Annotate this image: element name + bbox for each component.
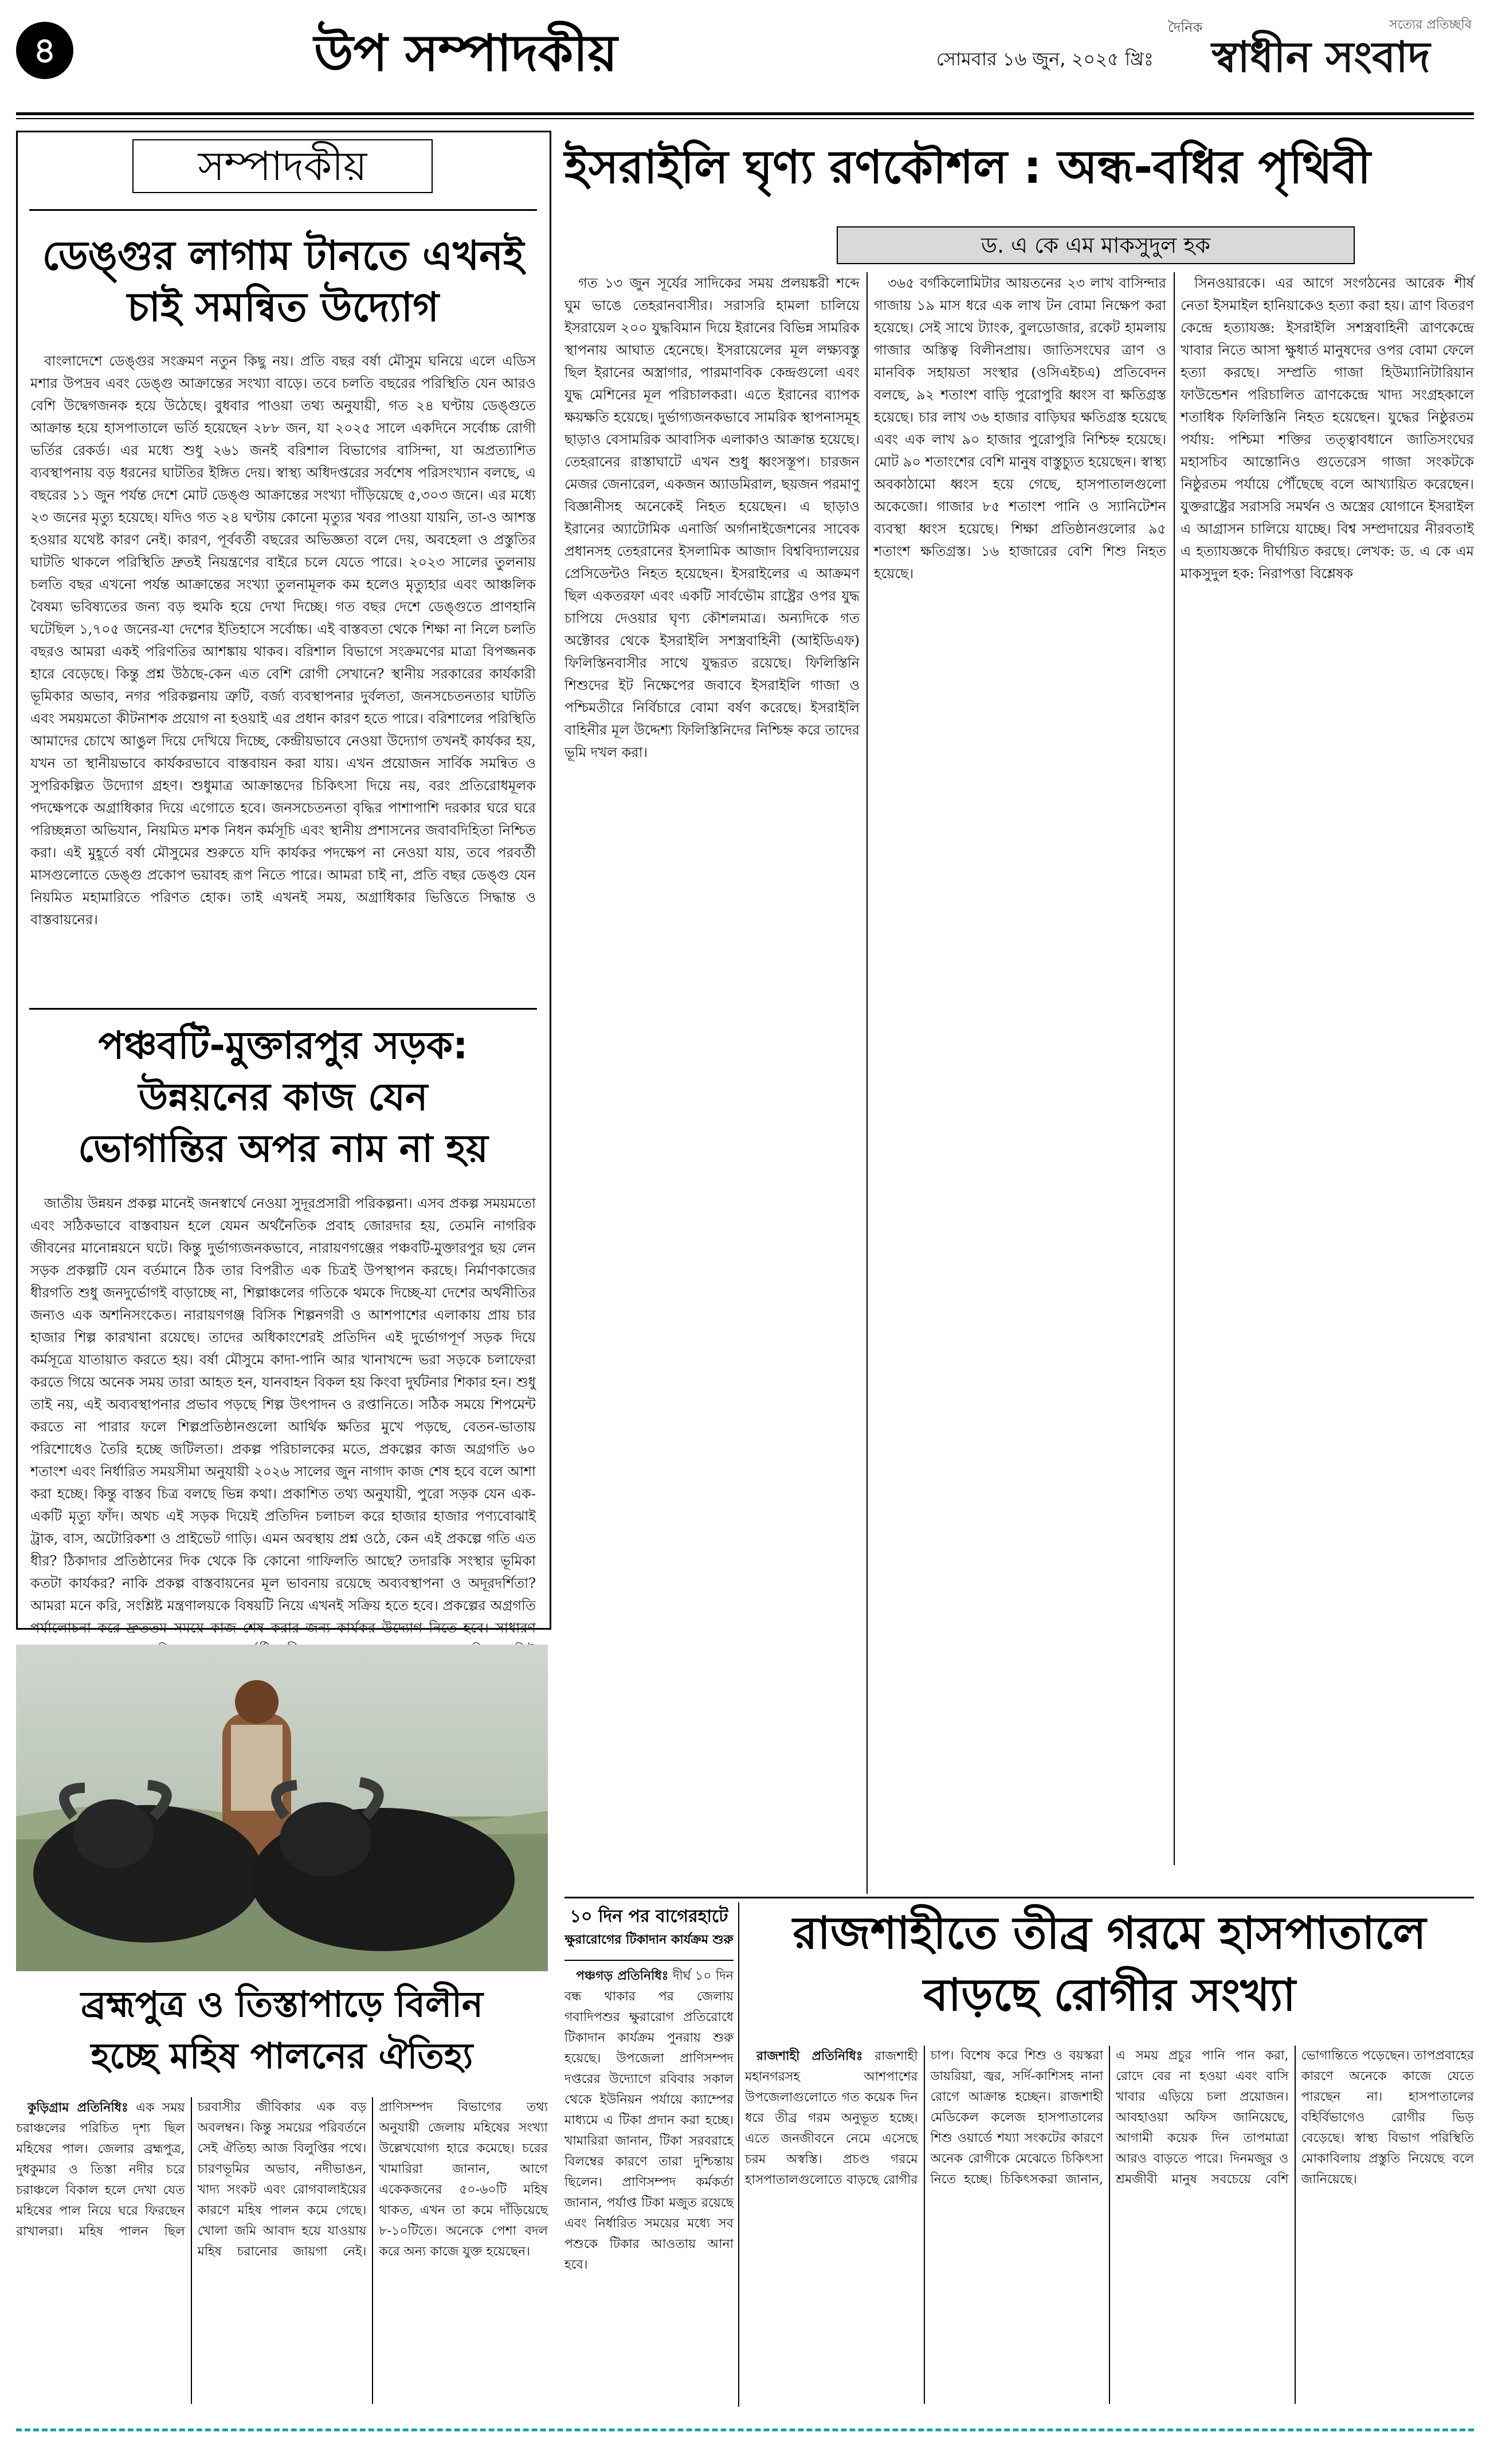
feature-column-2 bbox=[874, 272, 1166, 1865]
heat-dateline: রাজশাহী প্রতিনিধিঃ bbox=[756, 2049, 863, 2063]
vaccine-column-rule bbox=[738, 1902, 739, 2407]
vaccine-title-rule bbox=[564, 1960, 734, 1961]
editorial-second-title-2: উন্নয়নের কাজ যেন bbox=[138, 1075, 428, 1119]
buffalo-photo-illustration bbox=[16, 1645, 548, 1971]
page-number-badge bbox=[16, 22, 73, 79]
page-footer-dash bbox=[16, 2428, 1474, 2431]
buffalo-photo bbox=[16, 1645, 548, 1971]
editorial-second-title-3: ভোগান্তির অপর নাম না হয় bbox=[78, 1127, 488, 1171]
header-rule bbox=[16, 112, 1474, 115]
lower-section-rule bbox=[564, 1897, 1474, 1898]
vaccine-title-2: ক্ষুরারোগের টিকাদান কার্যক্রম শুরু bbox=[564, 1933, 734, 1947]
buffalo-body bbox=[16, 2097, 548, 2404]
editorial-section bbox=[16, 131, 551, 1636]
masthead bbox=[16, 8, 1474, 108]
feature-column-3 bbox=[1181, 272, 1474, 1865]
paper-tagline: সত্যের প্রতিচ্ছবি bbox=[1389, 18, 1472, 32]
heat-paragraph bbox=[745, 2046, 1474, 2191]
feature-title: ইসরাইলি ঘৃণ্য রণকৌশল : অন্ধ-বধির পৃথিবী bbox=[564, 140, 1371, 194]
heat-body-text: রাজশাহী মহানগরসহ আশপাশের উপজেলাগুলোতে গত কয়েক দিন ধরে তীব্র গরম অনুভূত হচ্ছে। এতে জনজীবনে নেমে এসেছে চরম অস্বস্তি। প্রচণ্ড গরমে হাসপাতালগুলোতে বাড়ছে রোগীর চাপ। বিশেষ করে শিশু ও বয়স্করা ডায়রিয়া, জ্বর, সর্দি-কাশিসহ নানা রোগে আক্রান্ত হচ্ছেন। রাজশাহী মেডিকেল কলেজ হাসপাতালের শিশু ওয়ার্ডে শয্যা সংকটের কারণে অনেক রোগীকে মেঝেতে চিকিৎসা নিতে হচ্ছে। চিকিৎসকরা জানান, এ সময় প্রচুর পানি পান করা, রোদে বের না হওয়া এবং বাসি খাবার এড়িয়ে চলা প্রয়োজন। আবহাওয়া অফিস জানিয়েছে, আগামী কয়েক দিন তাপমাত্রা আরও বাড়তে পারে। দিনমজুর ও শ্রমজীবী মানুষ সবচেয়ে বেশি ভোগান্তিতে পড়েছেন। তাপপ্রবাহের কারণে অনেকে কাজে যেতে পারছেন না। হাসপাতালের বহির্বিভাগেও রোগীর ভিড় বেড়েছে। স্বাস্থ্য বিভাগ পরিস্থিতি মোকাবিলায় প্রস্তুতি নিয়েছে বলে জানিয়েছে। bbox=[745, 2049, 1474, 2187]
buffalo-dateline: কুড়িগ্রাম প্রতিনিধিঃ bbox=[28, 2100, 128, 2115]
vaccine-body-text: দীর্ঘ ১০ দিন বন্ধ থাকার পর জেলায় গবাদিপশুর ক্ষুরারোগ প্রতিরোধে টিকাদান কার্যক্রম পুনরায় শুরু হয়েছে। উপজেলা প্রাণিসম্পদ দপ্তরের উদ্যোগে রবিবার সকাল থেকে ইউনিয়ন পর্যায়ে ক্যাম্পের মাধ্যমে এ টিকা প্রদান করা হচ্ছে। খামারিরা জানান, টিকা সরবরাহে বিলম্বের কারণে তারা দুশ্চিন্তায় ছিলেন। প্রাণিসম্পদ কর্মকর্তা জানান, পর্যাপ্ত টিকা মজুত রয়েছে এবং নির্ধারিত সময়ের মধ্যে সব পশুকে টিকার আওতায় আনা হবে। bbox=[564, 1969, 734, 2272]
feature-col-rule-2 bbox=[1174, 272, 1175, 1865]
section-title: উপ সম্পাদকীয় bbox=[314, 23, 618, 83]
vaccine-title-1: ১০ দিন পর বাগেরহাটে bbox=[570, 1906, 728, 1927]
editorial-lead-title-2: চাই সমন্বিত উদ্যোগ bbox=[127, 284, 439, 331]
buffalo-title-1: ব্রহ্মপুত্র ও তিস্তাপাড়ে বিলীন bbox=[81, 1983, 483, 2025]
feature-byline: ড. এ কে এম মাকসুদুল হক bbox=[981, 233, 1210, 258]
buffalo-title-2: হচ্ছে মহিষ পালনের ঐতিহ্য bbox=[91, 2035, 473, 2077]
page-number: ৪ bbox=[33, 29, 57, 71]
buffalo-body-text: এক সময় চরাঞ্চলের পরিচিত দৃশ্য ছিল মহিষের পাল। জেলার ব্রহ্মপুত্র, দুধকুমার ও তিস্তা নদীর চরে চরাঞ্চলে বিকাল হলে দেখা যেত মহিষের পাল নিয়ে ঘরে ফিরছেন রাখালরা। মহিষ পালন ছিল চরবাসীর জীবিকার এক বড় অবলম্বন। কিন্তু সময়ের পরিবর্তনে সেই ঐতিহ্য আজ বিলুপ্তির পথে। চারণভূমির অভাব, নদীভাঙন, খাদ্য সংকট এবং রোগবালাইয়ের কারণে মহিষ পালন কমে গেছে। খোলা জমি আবাদ হয়ে যাওয়ায় মহিষ চরানোর জায়গা নেই। প্রাণিসম্পদ বিভাগের তথ্য অনুযায়ী জেলায় মহিষের সংখ্যা উল্লেখযোগ্য হারে কমেছে। চরের খামারিরা জানান, আগে একেকজনের ৫০-৬০টি মহিষ থাকত, এখন তা কমে দাঁড়িয়েছে ৮-১০টিতে। অনেকে পেশা বদল করে অন্য কাজে যুক্ত হয়েছেন। bbox=[16, 2100, 548, 2259]
editorial-label: সম্পাদকীয় bbox=[132, 139, 433, 193]
feature-byline-bar bbox=[837, 226, 1355, 264]
header-rule-thin bbox=[16, 118, 1474, 119]
heat-title-1: রাজশাহীতে তীব্র গরমে হাসপাতালে bbox=[793, 1908, 1426, 1959]
issue-date: সোমবার ১৬ জুন, ২০২৫ খ্রিঃ bbox=[936, 48, 1154, 70]
feature-col1-text: গত ১৩ জুন সূর্যের সাদিকের সময় প্রলয়ঙ্করী শব্দে ঘুম ভাঙে তেহরানবাসীর। সরাসরি হামলা চালিয়ে ইসরায়েল ২০০ যুদ্ধবিমান দিয়ে ইরানের বিভিন্ন সামরিক স্থাপনায় আঘাত হেনেছে। ইসরায়েলের মূল লক্ষ্যবস্তু ছিল ইরানের অস্ত্রাগার, পারমাণবিক কেন্দ্রগুলো এবং যুদ্ধ মেশিনের মূল পরিচালকরা। এতে ইরানের ব্যাপক ক্ষয়ক্ষতি হয়েছে। দুর্ভাগ্যজনকভাবে সামরিক স্থাপনাসমূহ ছাড়াও বেসামরিক আবাসিক এলাকাও আক্রান্ত হয়েছে। তেহরানের রাস্তাঘাটে এখন শুধু ধ্বংসস্তূপ। চারজন মেজর জেনারেল, একজন অ্যাডমিরাল, ছয়জন পরমাণু বিজ্ঞানীসহ অনেকেই নিহত হয়েছেন। এ ছাড়াও ইরানের অ্যাটোমিক এনার্জি অর্গানাইজেশনের সাবেক প্রধানসহ তেহরানের ইসলামিক আজাদ বিশ্ববিদ্যালয়ের প্রেসিডেন্টও নিহত হয়েছেন। ইসরাইলের এ আক্রমণ ছিল একতরফা এবং একটি সার্বভৌম রাষ্ট্রের ওপর যুদ্ধ চাপিয়ে দেওয়ার ঘৃণ্য কৌশলমাত্র। অন্যদিকে গত অক্টোবর থেকে ইসরাইলি সশস্ত্রবাহিনী (আইডিএফ) ফিলিস্তিনবাসীর সাথে যুদ্ধরত রয়েছে। ফিলিস্তিনি শিশুদের ইট নিক্ষেপের জবাবে ইসরাইলি গাজা ও পশ্চিমতীরে নির্বিচারে বোমা বর্ষণ করেছে। ইসরাইলি বাহিনীর মূল উদ্দেশ্য ফিলিস্তিনিদের নিশ্চিহ্ন করে তাদের ভূমি দখল করা। bbox=[564, 275, 860, 760]
paper-name-small: দৈনিক bbox=[1168, 19, 1203, 36]
editorial-second-body bbox=[30, 1192, 536, 1636]
vaccine-paragraph bbox=[564, 1965, 734, 2275]
feature-col-rule-1 bbox=[866, 272, 868, 1894]
editorial-lead-title-1: ডেঙ্গুর লাগাম টানতে এখনই bbox=[42, 232, 524, 279]
editorial-lead-paragraph: বাংলাদেশে ডেঙ্গুর সংক্রমণ নতুন কিছু নয়। প্রতি বছর বর্ষা মৌসুম ঘনিয়ে এলে এডিস মশার উপদ্রব এবং ডেঙ্গু আক্রান্তের সংখ্যা বাড়ে। তবে চলতি বছরের পরিস্থিতি যেন আরও বেশি উদ্বেগজনক হয়ে উঠেছে। বুধবার পাওয়া তথ্য অনুযায়ী, গত ২৪ ঘণ্টায় ডেঙ্গুতে আক্রান্ত হয়ে হাসপাতালে ভর্তি হয়েছেন ২৮৮ জন, যা ২০২৫ সালে একদিনে সর্বোচ্চ রোগী ভর্তির রেকর্ড। এর মধ্যে শুধু ২৬১ জনই বরিশাল বিভাগের বাসিন্দা, যা অপ্রত্যাশিত ব্যবস্থাপনায় বড় ধরনের ঘাটতির ইঙ্গিত দেয়। স্বাস্থ্য অধিদপ্তরের সর্বশেষ পরিসংখ্যান বলছে, এ বছরের ১১ জুন পর্যন্ত দেশে মোট ডেঙ্গু আক্রান্তের সংখ্যা দাঁড়িয়েছে ৫,৩০৩ জনে। এর মধ্যে ২৩ জনের মৃত্যু হয়েছে। যদিও গত ২৪ ঘণ্টায় কোনো মৃত্যুর খবর পাওয়া যায়নি, তা-ও আশস্ত হওয়ার যথেষ্ট কারণ নেই। কারণ, পূর্ববর্তী বছরের অভিজ্ঞতা বলে দেয়, অবহেলা ও প্রস্তুতির ঘাটতি থাকলে পরিস্থিতি দ্রুতই নিয়ন্ত্রণের বাইরে চলে যেতে পারে। ২০২৩ সালের তুলনায় চলতি বছর এখনো পর্যন্ত আক্রান্তের সংখ্যা তুলনামূলক কম হলেও মৃত্যুহার এবং আঞ্চলিক বৈষম্য ভবিষ্যতের জন্য বড় হুমকি হয়ে দেখা দিচ্ছে। গত বছর দেশে ডেঙ্গুতে প্রাণহানি ঘটেছিল ১,৭০৫ জনের-যা দেশের ইতিহাসে সর্বোচ্চ। এই বাস্তবতা থেকে শিক্ষা না নিলে চলতি বছরও আমরা একই পরিণতির আশঙ্কায় থাকব। বরিশাল বিভাগে সংক্রমণের মাত্রা বিপজ্জনক হারে বেড়েছে। কিন্তু প্রশ্ন উঠছে-কেন এত বেশি রোগী সেখানে? স্থানীয় সরকারের কার্যকারী ভূমিকার অভাব, নগর পরিকল্পনায় ত্রুটি, বর্জ্য ব্যবস্থাপনার দুর্বলতা, জনসচেতনতার ঘাটতি এবং সময়মতো কীটনাশক প্রয়োগ না হওয়াই এর প্রধান কারণ হতে পারে। বরিশালের পরিস্থিতি আমাদের চোখে আঙুল দিয়ে দেখিয়ে দিচ্ছে, কেন্দ্রীয়ভাবে নেওয়া উদ্যোগ তখনই কার্যকর হয়, যখন তা স্থানীয়ভাবে কার্যকরভাবে বাস্তবায়ন করা যায়। এখন প্রয়োজন সার্বিক সমন্বিত ও সুপরিকল্পিত উদ্যোগ গ্রহণ। শুধুমাত্র আক্রান্তদের চিকিৎসা দিয়ে নয়, বরং প্রতিরোধমূলক পদক্ষেপকে অগ্রাধিকার দিয়ে এগোতে হবে। জনসচেতনতা বৃদ্ধির পাশাপাশি দরকার ঘরে ঘরে পরিচ্ছন্নতা অভিযান, নিয়মিত মশক নিধন কর্মসূচি এবং স্থানীয় প্রশাসনের জবাবদিহিতা নিশ্চিত করা। এই মুহূর্তে বর্ষা মৌসুমের শুরুতে যদি কার্যকর পদক্ষেপ না নেওয়া যায়, তবে পরবর্তী মাসগুলোতে ডেঙ্গু প্রকোপ ভয়াবহ রূপ নিতে পারে। আমরা চাই না, প্রতি বছর ডেঙ্গু যেন নিয়মিত মহামারিতে পরিণত হোক। তাই এখনই সময়, অগ্রাধিকার ভিত্তিতে সিদ্ধান্ত ও বাস্তবায়নের। bbox=[30, 353, 536, 928]
feature-col3-text: সিনওয়ারকে। এর আগে সংগঠনের আরেক শীর্ষ নেতা ইসমাইল হানিয়াকেও হত্যা করা হয়। ত্রাণ বিতরণ কেন্দ্রে হত্যাযজ্ঞ: ইসরাইলি সশস্ত্রবাহিনী ত্রাণকেন্দ্রে খাবার নিতে আসা ক্ষুধার্ত মানুষদের ওপর বোমা ফেলে হত্যা করছে। সম্প্রতি গাজা হিউম্যানিটারিয়ান ফাউন্ডেশন পরিচালিত ত্রাণকেন্দ্রে খাদ্য সংগ্রহকালে শতাধিক ফিলিস্তিনি নিহত হয়েছেন। যুদ্ধের নিষ্ঠুরতম পর্যায়: পশ্চিমা শক্তির তত্ত্বাবধানে জাতিসংঘের মহাসচিব আন্তোনিও গুতেরেস গাজা সংকটকে নিষ্ঠুরতম পর্যায়ে পৌঁছেছে বলে আখ্যায়িত করেছেন। যুক্তরাষ্ট্রের সরাসরি সমর্থন ও অস্ত্রের যোগানে ইসরাইল এ আগ্রাসন চালিয়ে যাচ্ছে। বিশ্ব সম্প্রদায়ের নীরবতাই এ হত্যাযজ্ঞকে দীর্ঘায়িত করছে। লেখক: ড. এ কে এম মাকসুদুল হক: নিরাপত্তা বিশ্লেষক bbox=[1181, 275, 1474, 582]
feature-column-1 bbox=[564, 272, 860, 1894]
editorial-second-title-1: পঞ্চবটি-মুক্তারপুর সড়ক: bbox=[98, 1023, 468, 1068]
vaccine-dateline: পঞ্চগড় প্রতিনিধিঃ bbox=[576, 1968, 669, 1983]
feature-col2-text: ৩৬৫ বর্গকিলোমিটার আয়তনের ২৩ লাখ বাসিন্দার গাজায় ১৯ মাস ধরে এক লাখ টন বোমা নিক্ষেপ করা হয়েছে। সেই সাথে ট্যাংক, বুলডোজার, রকেট হামলায় গাজার অস্তিত্ব বিলীনপ্রায়। জাতিসংঘের ত্রাণ ও মানবিক সহায়তা সংস্থার (ওসিএইচএ) প্রতিবেদন বলছে, ৯২ শতাংশ বাড়ি পুরোপুরি ধ্বংস বা ক্ষতিগ্রস্ত হয়েছে। চার লাখ ৩৬ হাজার বাড়িঘর ক্ষতিগ্রস্ত হয়েছে এবং এক লাখ ৯০ হাজার পুরোপুরি নিশ্চিহ্ন হয়েছে। মোট ৯০ শতাংশের বেশি মানুষ বাস্তুচ্যুত হয়েছেন। স্বাস্থ্য অবকাঠামো ধ্বংস হয়ে গেছে, হাসপাতালগুলো অকেজো। গাজার ৮৫ শতাংশ পানি ও স্যানিটেশন ব্যবস্থা ধ্বংস হয়েছে। শিক্ষা প্রতিষ্ঠানগুলোর ৯৫ শতাংশ ক্ষতিগ্রস্ত। ১৬ হাজারের বেশি শিশু নিহত হয়েছে। bbox=[874, 275, 1166, 582]
buffalo-paragraph bbox=[16, 2097, 548, 2262]
editorial-lead-body bbox=[30, 350, 536, 998]
vaccine-body bbox=[564, 1965, 734, 2404]
editorial-label-underline bbox=[29, 209, 537, 211]
heat-title-2: বাড়ছে রোগীর সংখ্যা bbox=[923, 1969, 1296, 2021]
editorial-second-paragraph: জাতীয় উন্নয়ন প্রকল্প মানেই জনস্বার্থে নেওয়া সুদূরপ্রসারী পরিকল্পনা। এসব প্রকল্প সময়মতো এবং সঠিকভাবে বাস্তবায়ন হলে যেমন অর্থনৈতিক প্রবাহ জোরদার হয়, তেমনি নাগরিক জীবনের মানোন্নয়নে ঘটে। কিন্তু দুর্ভাগ্যজনকভাবে, নারায়ণগঞ্জের পঞ্চবটি-মুক্তারপুর ছয় লেন সড়ক প্রকল্পটি যেন বর্তমানে ঠিক তার বিপরীত এক চিত্রই উপস্থাপন করছে। নির্মাণকাজের ধীরগতি শুধু জনদুর্ভোগই বাড়াচ্ছে না, শিল্পাঞ্চলের গতিকে থমকে দিচ্ছে-যা দেশের অর্থনীতির জন্যও এক অশনিসংকেত। নারায়ণগঞ্জ বিসিক শিল্পনগরী ও আশপাশের এলাকায় প্রায় চার হাজার শিল্প কারখানা রয়েছে। তাদের অধিকাংশেরই প্রতিদিন এই দুর্ভোগপূর্ণ সড়ক দিয়ে কর্মসূত্রে যাতায়াত করতে হয়। বর্ষা মৌসুমে কাদা-পানি আর খানাখন্দে ভরা সড়কে চলাফেরা করতে গিয়ে অনেক সময় তারা আহত হন, যানবাহন বিকল হয় কিংবা দুর্ঘটনার শিকার হন। শুধু তাই নয়, এই অব্যবস্থাপনার প্রভাব পড়ছে শিল্প উৎপাদন ও রপ্তানিতে। সঠিক সময়ে শিপমেন্ট করতে না পারার ফলে শিল্পপ্রতিষ্ঠানগুলো আর্থিক ক্ষতির মুখে পড়ছে, বেতন-ভাতায় পরিশোধেও তৈরি হচ্ছে জটিলতা। প্রকল্প পরিচালকের মতে, প্রকল্পের কাজ অগ্রগতি ৬০ শতাংশ এবং নির্ধারিত সময়সীমা অনুযায়ী ২০২৬ সালের জুন নাগাদ কাজ শেষ হবে বলে আশা করা হচ্ছে। কিন্তু বাস্তব চিত্র বলছে ভিন্ন কথা। প্রকাশিত তথ্য অনুযায়ী, পুরো সড়ক যেন এক-একটি মৃত্যু ফাঁদ। অথচ এই সড়ক দিয়েই প্রতিদিন চলাচল করে হাজার হাজার পণ্যবোঝাই ট্রাক, বাস, অটোরিকশা ও প্রাইভেট গাড়ি। এমন অবস্থায় প্রশ্ন ওঠে, কেন এই প্রকল্পে গতি এত ধীর? ঠিকাদার প্রতিষ্ঠানের দিক থেকে কি কোনো গাফিলতি আছে? তদারকি সংস্থার ভূমিকা কতটা কার্যকর? নাকি প্রকল্প বাস্তবায়নের মূল ভাবনায় রয়েছে অব্যবস্থাপনা ও অদূরদর্শিতা? আমরা মনে করি, সংশ্লিষ্ট মন্ত্রণালয়কে বিষয়টি নিয়ে এখনই সক্রিয় হতে হবে। প্রকল্পের অগ্রগতি পর্যালোচনা করে দ্রুততম সময়ে কাজ শেষ করার জন্য কার্যকর উদ্যোগ নিতে হবে। সাধারণ bbox=[30, 1195, 536, 1636]
editorial-divider bbox=[29, 1008, 537, 1010]
paper-logo: স্বাধীন সংবাদ bbox=[1211, 33, 1430, 82]
heat-body bbox=[745, 2046, 1474, 2404]
